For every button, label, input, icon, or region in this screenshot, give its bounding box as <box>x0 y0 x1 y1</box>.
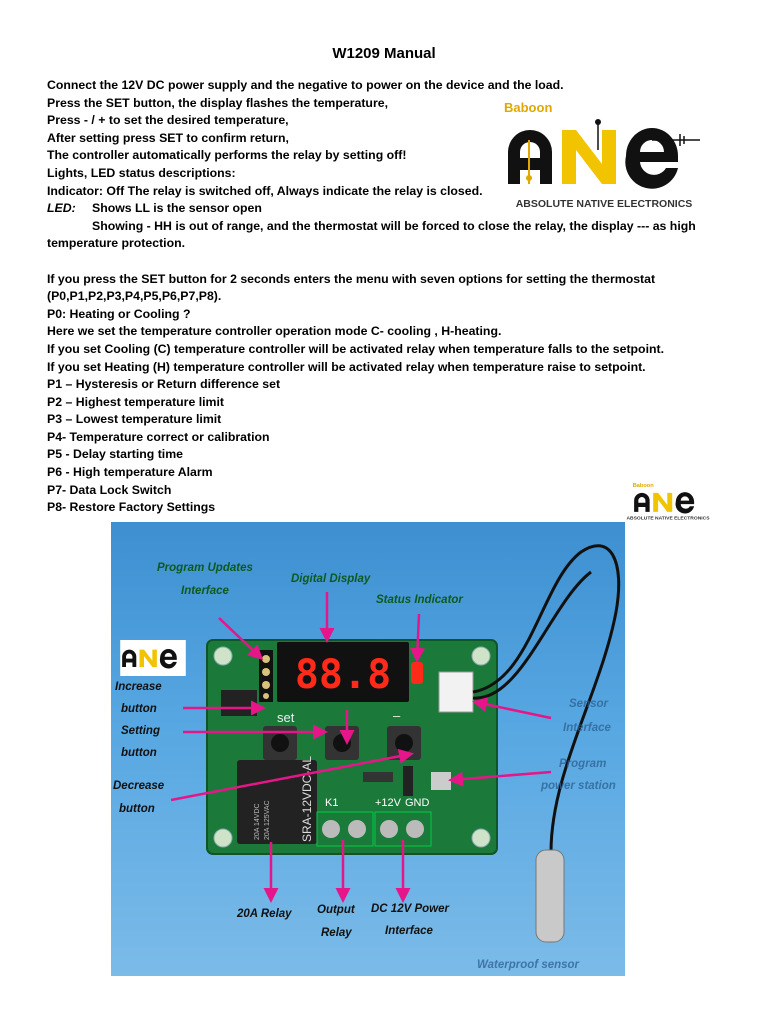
label-decrease-button: button <box>119 803 155 815</box>
label-increase-button: button <box>121 703 157 715</box>
label-digital-display: Digital Display <box>291 573 371 585</box>
svg-text:K1: K1 <box>325 797 339 809</box>
led-line: LED: Shows LL is the sensor open <box>47 200 727 218</box>
text-line: P0: Heating or Cooling ? <box>47 306 191 321</box>
text-line: P8- Restore Factory Settings <box>47 500 216 515</box>
ane-logo-photo <box>117 640 189 676</box>
text-line: Indicator: Off The relay is switched off, Always indicate the relay is closed. <box>47 183 483 198</box>
text-line: P3 – Lowest temperature limit <box>47 412 222 427</box>
svg-text:–: – <box>393 708 401 723</box>
label-program-updates: Program Updates <box>157 562 253 574</box>
led-label: LED: <box>47 201 76 216</box>
led-line-2: Showing - HH is out of range, and the thermostat will be forced to close the relay, the display --- as high temperature protection. <box>47 218 696 251</box>
svg-text:SRA-12VDC-AL: SRA-12VDC-AL <box>300 755 314 842</box>
label-decrease: Decrease <box>113 780 165 792</box>
label-20a-relay: 20A Relay <box>237 908 292 920</box>
svg-text:20A 125VAC: 20A 125VAC <box>264 800 271 840</box>
text-line: P1 – Hysteresis or Return difference set <box>47 377 281 392</box>
label-status-indicator: Status Indicator <box>376 594 463 606</box>
product-photo <box>111 522 625 976</box>
text-line: P5 - Delay starting time <box>47 447 183 462</box>
svg-text:ABSOLUTE NATIVE ELECTRONICS: ABSOLUTE NATIVE ELECTRONICS <box>515 198 693 210</box>
text-line: Connect the 12V DC power supply and the negative to power on the device and the load. <box>47 78 564 92</box>
text-line: (P0,P1,P2,P3,P4,P5,P6,P7,P8). <box>47 289 222 304</box>
text-line: If you set Cooling (C) temperature controller will be activated relay when temperature falls to the setpoint. <box>47 341 665 356</box>
label-sensor: Sensor <box>569 698 608 710</box>
label-increase: Increase <box>115 681 162 693</box>
label-setting: Setting <box>121 725 160 737</box>
seven-segment-display: 88.8 <box>294 652 392 698</box>
text-line: Press the SET button, the display flashes the temperature, <box>47 95 388 110</box>
svg-text:+12V: +12V <box>375 797 401 809</box>
label-program-interface: Interface <box>181 585 229 597</box>
probe-tip <box>536 850 564 942</box>
label-output-relay: Relay <box>321 927 352 939</box>
svg-text:ABSOLUTE NATIVE ELECTRONICS: ABSOLUTE NATIVE ELECTRONICS <box>626 516 710 522</box>
svg-text:20A 14VDC: 20A 14VDC <box>254 803 261 840</box>
svg-text:Baboon: Baboon <box>504 100 553 115</box>
svg-text:Baboon: Baboon <box>632 483 654 490</box>
label-output: Output <box>317 904 355 916</box>
ane-logo <box>502 100 706 212</box>
text-line: Press - / + to set the desired temperature, <box>47 113 289 128</box>
text-line: The controller automatically performs the relay by setting off! <box>47 148 407 163</box>
text-line: Here we set the temperature controller operation mode C- cooling , H-heating. <box>47 324 502 339</box>
label-dc-power: DC 12V Power <box>371 903 449 915</box>
text-line: Lights, LED status descriptions: <box>47 165 236 180</box>
document-title: W1209 Manual <box>332 45 436 62</box>
text-line: P4- Temperature correct or calibration <box>47 429 270 444</box>
svg-text:GND: GND <box>405 797 430 809</box>
label-sensor-interface: Interface <box>563 722 611 734</box>
text-line: If you press the SET button for 2 seconds enters the menu with seven options for setting the thermostat <box>47 271 656 286</box>
text-line: P2 – Highest temperature limit <box>47 394 224 409</box>
label-waterproof-sensor: Waterproof sensor <box>477 959 580 971</box>
ane-logo-small <box>626 481 710 523</box>
text-line: P7- Data Lock Switch <box>47 482 172 497</box>
label-program-power: Program <box>559 758 607 770</box>
label-power-station: power station <box>541 780 616 792</box>
label-dc-interface: Interface <box>385 925 433 937</box>
label-setting-button: button <box>121 747 157 759</box>
text-line: P6 - High temperature Alarm <box>47 465 213 480</box>
svg-text:set: set <box>277 710 295 725</box>
text-line: After setting press SET to confirm return, <box>47 130 289 145</box>
text-line: If you set Heating (H) temperature controller will be activated relay when temperature raise to setpoint. <box>47 359 646 374</box>
